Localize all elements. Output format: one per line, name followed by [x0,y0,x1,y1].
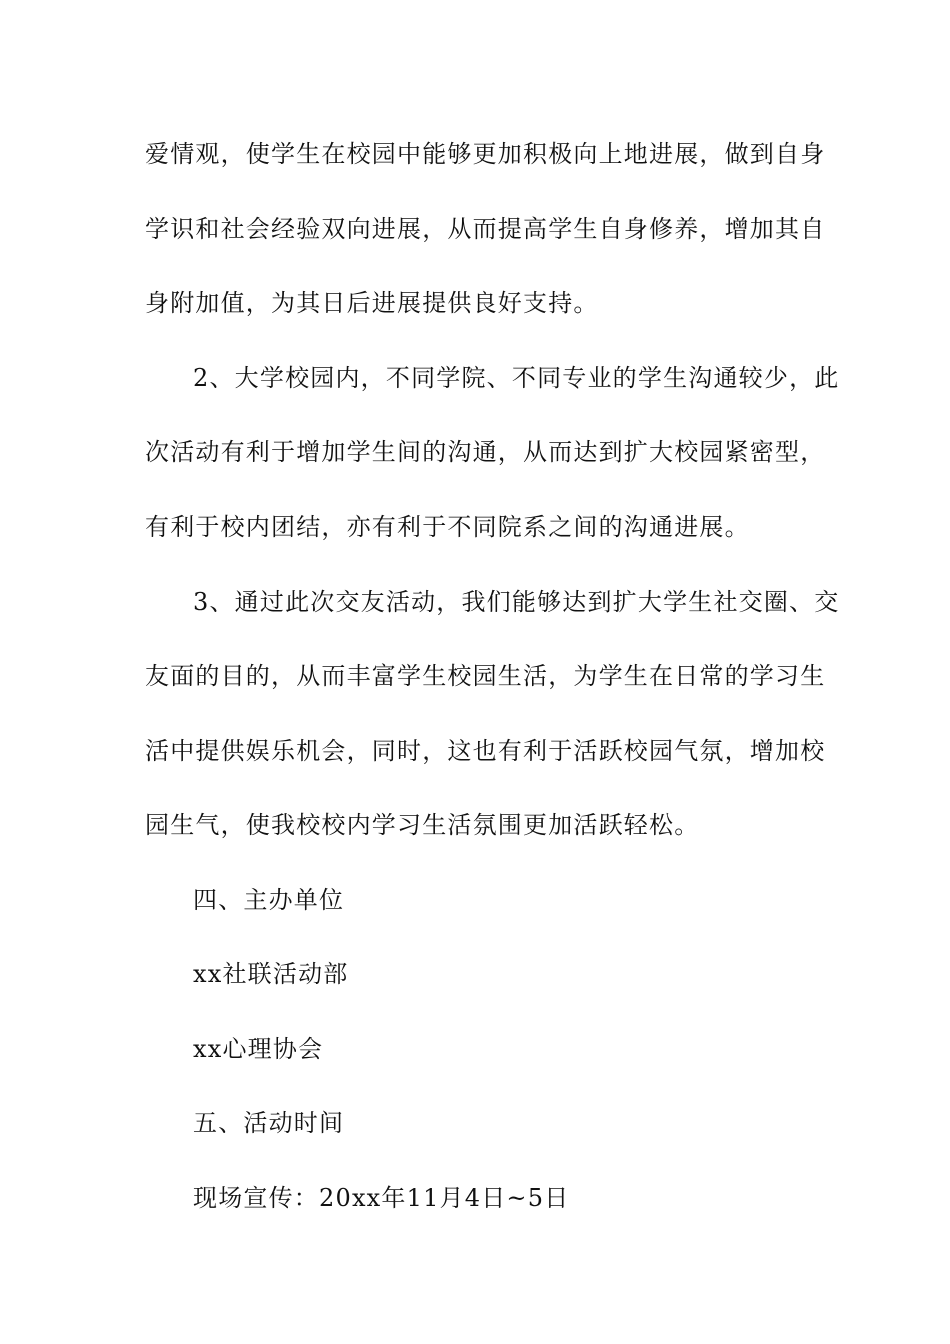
paragraph-line: 活中提供娱乐机会，同时，这也有利于活跃校园气氛，增加校 [145,737,826,765]
paragraph-line: 爱情观，使学生在校园中能够更加积极向上地进展，做到自身 [145,140,826,168]
schedule-item: 现场宣传：20xx年11月4日~5日 [193,1184,570,1212]
section-heading: 五、活动时间 [193,1109,345,1137]
organizer-item: xx社联活动部 [193,960,349,988]
paragraph-line: 有利于校内团结，亦有利于不同院系之间的沟通进展。 [145,513,750,541]
paragraph-line: 3、通过此次交友活动，我们能够达到扩大学生社交圈、交 [193,588,840,616]
paragraph-line: 园生气，使我校校内学习生活氛围更加活跃轻松。 [145,811,700,839]
paragraph-line: 学识和社会经验双向进展，从而提高学生自身修养，增加其自 [145,215,826,243]
paragraph-line: 次活动有利于增加学生间的沟通，从而达到扩大校园紧密型， [145,438,826,466]
paragraph-line: 2、大学校园内，不同学院、不同专业的学生沟通较少，此 [193,364,840,392]
paragraph-line: 身附加值，为其日后进展提供良好支持。 [145,289,599,317]
paragraph-line: 友面的目的，从而丰富学生校园生活，为学生在日常的学习生 [145,662,826,690]
section-heading: 四、主办单位 [193,886,345,914]
organizer-item: xx心理协会 [193,1035,324,1063]
